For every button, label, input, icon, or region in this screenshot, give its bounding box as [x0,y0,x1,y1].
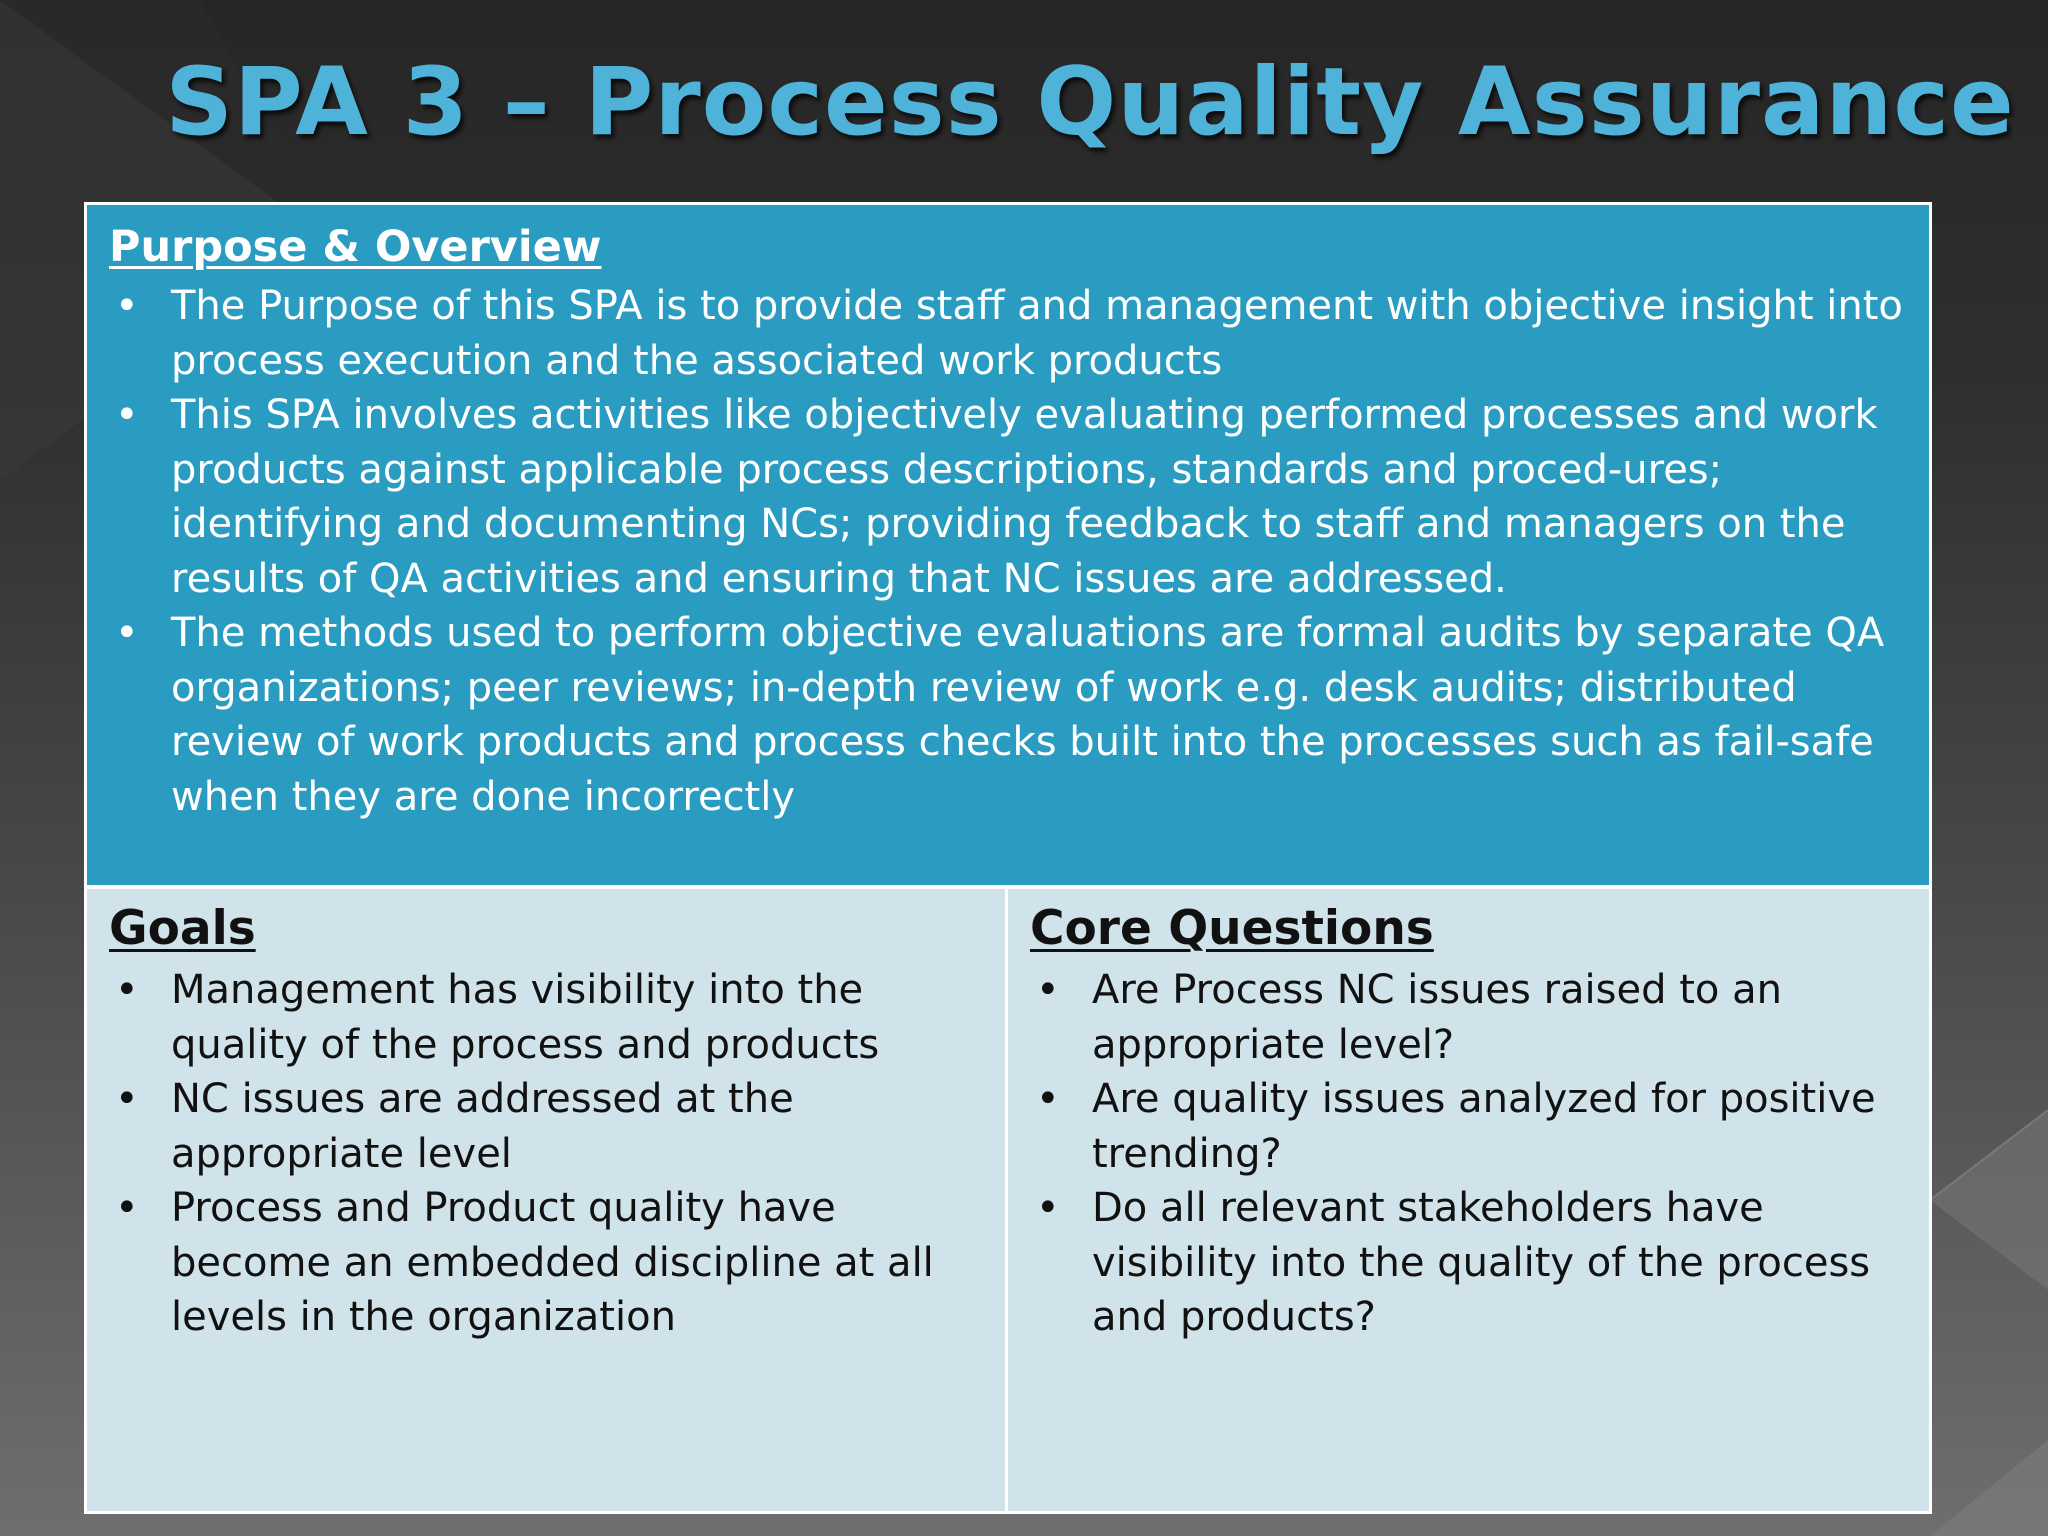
goals-bullet: • NC issues are addressed at the appropriate level [109,1072,983,1181]
lower-row [87,889,1929,1511]
slide-title: SPA 3 – Process Quality Assurance [165,48,2015,157]
purpose-overview-cell [87,205,1929,889]
goals-bullet-list [109,963,983,1345]
core-question-bullet: • Are quality issues analyzed for positive trending? [1030,1072,1907,1181]
goals-cell [87,889,1008,1511]
goals-heading: Goals [109,901,256,956]
purpose-bullet: • This SPA involves activities like objectively evaluating performed processes and work products against applicable process descriptions, standards and proced-ures; identifying and documenting NCs; providing feedback to staff and managers on the results of QA activities and ensuring that NC issues are addressed. [109,388,1907,606]
core-questions-bullet-list [1030,963,1907,1345]
purpose-overview-heading: Purpose & Overview [109,222,602,272]
core-question-bullet: • Are Process NC issues raised to an appropriate level? [1030,963,1907,1072]
purpose-bullet: • The Purpose of this SPA is to provide staff and management with objective insight into process execution and the associated work products [109,279,1907,388]
core-questions-cell [1008,889,1929,1511]
purpose-bullet: • The methods used to perform objective evaluations are formal audits by separate QA organizations; peer reviews; in-depth review of work e.g. desk audits; distributed review of work products and process checks built into the processes such as fail-safe when they are done incorrectly [109,606,1907,824]
purpose-bullet-list [109,279,1907,824]
content-table [84,202,1932,1514]
core-question-bullet: • Do all relevant stakeholders have visibility into the quality of the process and products? [1030,1181,1907,1345]
goals-bullet: • Process and Product quality have become an embedded discipline at all levels in the organization [109,1181,983,1345]
core-questions-heading: Core Questions [1030,901,1434,956]
goals-bullet: • Management has visibility into the quality of the process and products [109,963,983,1072]
